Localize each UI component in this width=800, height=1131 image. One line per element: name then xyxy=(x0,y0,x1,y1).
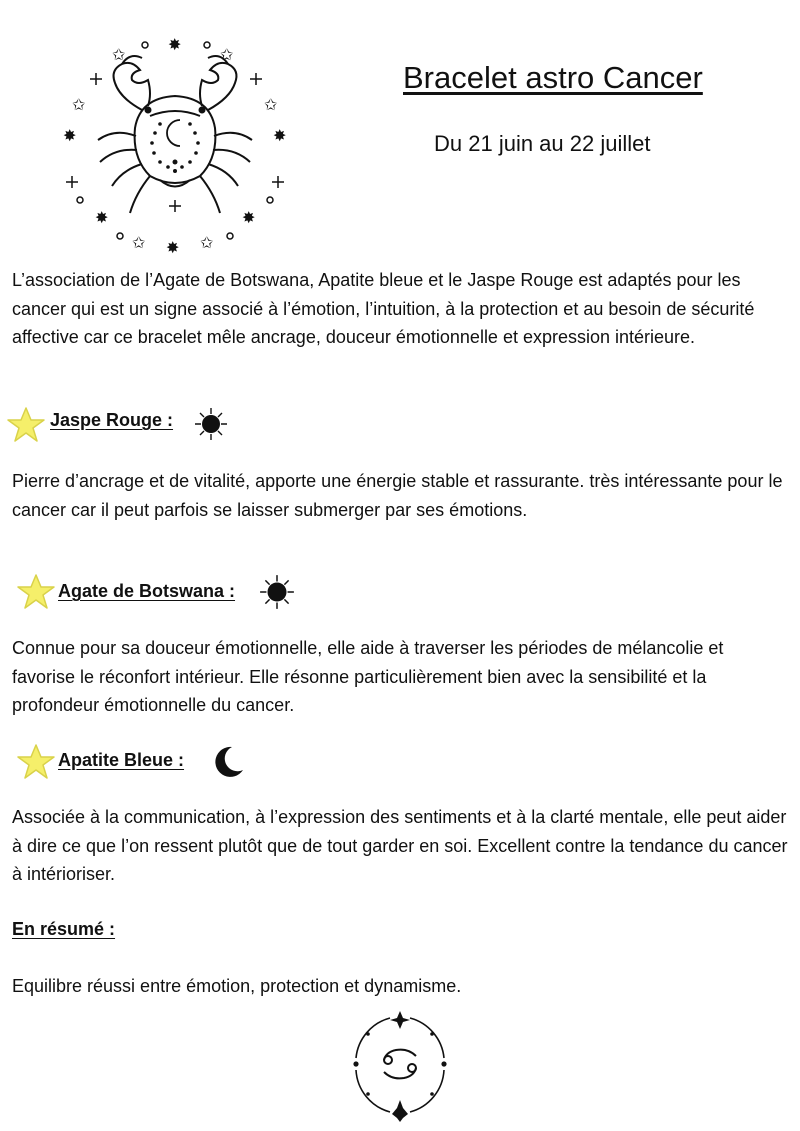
stone-heading-jaspe-rouge: Jaspe Rouge : xyxy=(50,410,174,430)
stone-description-agate-botswana: Connue pour sa douceur émotionnelle, elle aide à traverser les périodes de mélancolie et favorise le réconfort intérieur. Elle résonne particulièrement bien avec la sensibilité et la profondeur émotionnelle du cancer. xyxy=(12,638,724,715)
svg-text:✩: ✩ xyxy=(112,45,126,64)
star-icon xyxy=(16,573,56,611)
star-icon xyxy=(16,743,56,781)
stone-description-apatite-bleue: Associée à la communication, à l’expression des sentiments et à la clarté mentale, elle peut aider à dire ce que l’on ressent plutôt que de tout garder en soi. Excellent contre la tendance du cancer à intérioriser. xyxy=(12,807,788,884)
summary-heading: En résumé : xyxy=(12,919,116,939)
svg-text:✩: ✩ xyxy=(200,233,214,252)
sun-icon xyxy=(258,573,296,611)
svg-text:✩: ✩ xyxy=(264,95,278,114)
cancer-zodiac-symbol xyxy=(348,1008,452,1122)
star-icon xyxy=(6,406,46,444)
date-range: Du 21 juin au 22 juillet xyxy=(434,131,651,156)
stone-heading-agate-botswana: Agate de Botswana : xyxy=(58,581,236,601)
svg-text:✸: ✸ xyxy=(166,238,180,257)
moon-icon xyxy=(210,744,246,780)
svg-text:✸: ✸ xyxy=(168,35,182,54)
page-title: Bracelet astro Cancer xyxy=(403,60,703,95)
intro-paragraph: L’association de l’Agate de Botswana, Apatite bleue et le Jaspe Rouge est adaptés pour les cancer qui est un signe associé à l’émotion, l’intuition, à la protection et au besoin de sécurité affective car ce bracelet mêle ancrage, douceur émotionnelle et expression intérieure. xyxy=(12,270,755,347)
svg-text:✩: ✩ xyxy=(220,45,234,64)
svg-text:✸: ✸ xyxy=(273,126,287,145)
svg-text:✩: ✩ xyxy=(72,95,86,114)
svg-text:✸: ✸ xyxy=(95,208,109,227)
stone-description-jaspe-rouge: Pierre d’ancrage et de vitalité, apporte une énergie stable et rassurante. très intéressante pour le cancer car il peut parfois se laisser submerger par ses émotions. xyxy=(12,471,783,520)
sun-icon xyxy=(193,406,229,442)
cancer-crab-illustration xyxy=(60,28,290,258)
svg-text:✸: ✸ xyxy=(63,126,77,145)
summary-text: Equilibre réussi entre émotion, protection et dynamisme. xyxy=(12,976,462,996)
svg-text:✸: ✸ xyxy=(242,208,256,227)
stone-heading-apatite-bleue: Apatite Bleue : xyxy=(58,750,185,770)
svg-text:✩: ✩ xyxy=(132,233,146,252)
